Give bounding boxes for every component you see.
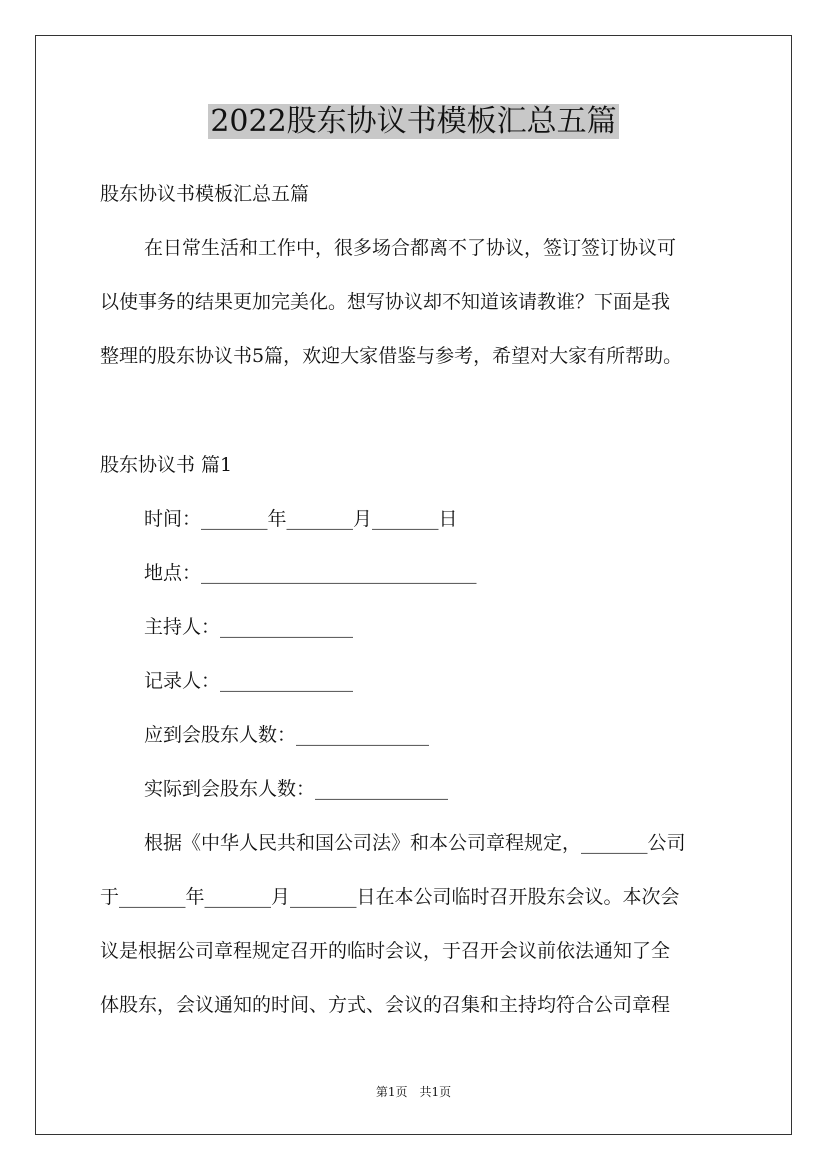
section-heading: 股东协议书 篇1 [100, 454, 233, 476]
body-line-1: 根据《中华人民共和国公司法》和本公司章程规定，_______公司 [144, 832, 686, 854]
document-title-text: 2022股东协议书模板汇总五篇 [210, 104, 617, 139]
intro-line-3: 整理的股东协议书5篇，欢迎大家借鉴与参考，希望对大家有所帮助。 [100, 345, 683, 367]
field-actual-shareholders: 实际到会股东人数：______________ [144, 778, 449, 800]
body-line-3: 议是根据公司章程规定召开的临时会议，于召开会议前依法通知了全 [100, 940, 671, 962]
field-recorder: 记录人：______________ [144, 670, 354, 692]
field-expected-shareholders: 应到会股东人数：______________ [144, 724, 430, 746]
body-line-2: 于_______年_______月_______日在本公司临时召开股东会议。本次会 [100, 886, 680, 908]
field-host: 主持人：______________ [144, 616, 354, 638]
field-time: 时间：_______年_______月_______日 [144, 508, 458, 530]
intro-line-1: 在日常生活和工作中，很多场合都离不了协议，签订签订协议可 [144, 237, 677, 259]
intro-line-2: 以使事务的结果更加完美化。想写协议却不知道该请教谁？下面是我 [100, 291, 671, 313]
page-footer: 第1页 共1页 [375, 1085, 452, 1099]
document-subtitle: 股东协议书模板汇总五篇 [100, 183, 310, 205]
body-line-4: 体股东，会议通知的时间、方式、会议的召集和主持均符合公司章程 [100, 994, 671, 1016]
field-location: 地点：_____________________________ [144, 562, 477, 584]
document-title [0, 100, 827, 144]
